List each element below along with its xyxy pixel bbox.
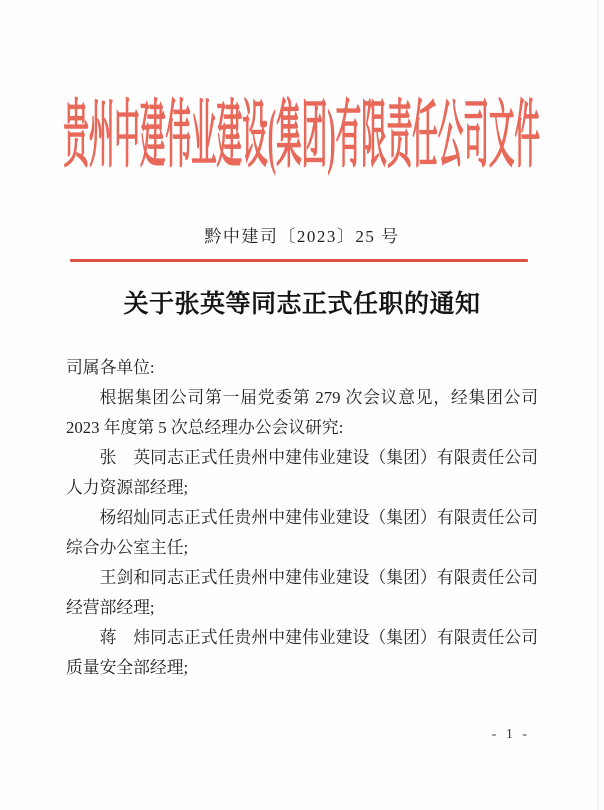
document-body <box>66 353 538 683</box>
page-number: - 1 - <box>491 727 530 742</box>
red-divider-line <box>70 259 528 262</box>
body-paragraph-meeting-basis: 根据集团公司第一届党委第 279 次会议意见，经集团公司 2023 年度第 5 次总经理办公会议研究: <box>66 388 538 437</box>
body-paragraph-appointment-yangshaocan: 杨绍灿同志正式任贵州中建伟业建设（集团）有限责任公司综合办公室主任; <box>66 508 538 557</box>
document-title: 关于张英等同志正式任职的通知 <box>123 291 481 318</box>
body-paragraph-appointment-wangjianhe: 王剑和同志正式任贵州中建伟业建设（集团）有限责任公司经营部经理; <box>66 568 538 617</box>
salutation: 司属各单位: <box>66 358 155 377</box>
doc-number: 黔中建司〔2023〕25 号 <box>204 227 400 246</box>
letterhead <box>0 95 604 177</box>
body-paragraph-appointment-jiangwei: 蒋 炜同志正式任贵州中建伟业建设（集团）有限责任公司质量安全部经理; <box>66 628 538 677</box>
letterhead-org-title: 贵州中建伟业建设(集团)有限责任公司文件 <box>63 95 541 177</box>
body-paragraph-appointment-zhangying: 张 英同志正式任贵州中建伟业建设（集团）有限责任公司人力资源部经理; <box>66 448 538 497</box>
scan-edge-artifact <box>597 0 599 810</box>
